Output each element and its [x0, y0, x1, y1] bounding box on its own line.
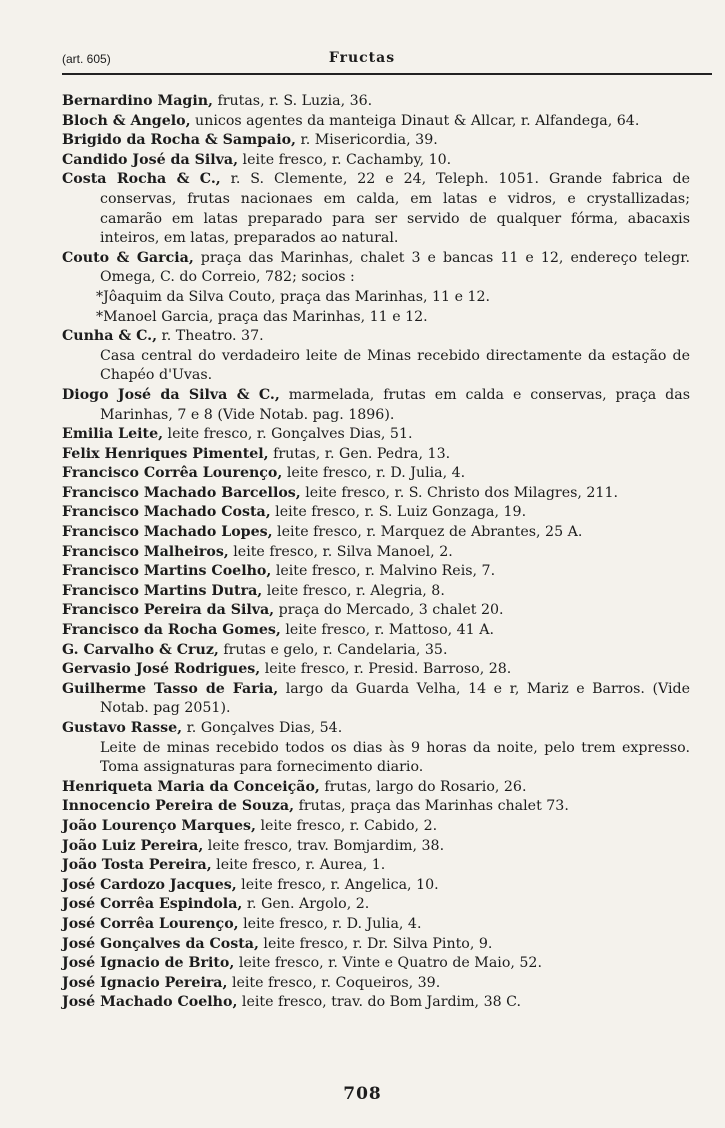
- directory-entry: [62, 660, 690, 680]
- entry-name: João Luiz Pereira,: [62, 837, 204, 854]
- directory-entry: [62, 993, 690, 1013]
- entry-details: *Jôaquim da Silva Couto, praça das Marinhas, 11 e 12.: [96, 288, 491, 305]
- directory-entry: [62, 856, 690, 876]
- entry-details: frutas, praça das Marinhas chalet 73.: [294, 798, 569, 815]
- entry-details: leite fresco, r. Dr. Silva Pinto, 9.: [258, 935, 493, 952]
- entry-name: José Cardozo Jacques,: [62, 876, 237, 893]
- directory-entry: [62, 484, 690, 504]
- directory-entry: [62, 562, 690, 582]
- entry-details: r. Misericordia, 39.: [295, 132, 438, 149]
- entry-details: leite fresco, r. Mattoso, 41 A.: [280, 622, 494, 639]
- directory-entry: [62, 621, 690, 641]
- entry-details: leite fresco, r. Vinte e Quatro de Maio, 52.: [234, 955, 542, 972]
- entry-name: Cunha & C.,: [62, 328, 158, 345]
- directory-entry: [62, 935, 690, 955]
- entry-name: Candido José da Silva,: [62, 151, 239, 168]
- entry-details: r. Gen. Argolo, 2.: [242, 896, 370, 913]
- directory-entry: [62, 680, 690, 719]
- entry-name: Guilherme Tasso de Faria,: [62, 680, 279, 697]
- entry-name: Costa Rocha & C.,: [62, 171, 221, 188]
- entry-name: Francisco Machado Lopes,: [62, 524, 273, 541]
- directory-entry: [62, 503, 690, 523]
- entry-name: Francisco Machado Barcellos,: [62, 484, 301, 501]
- directory-entry: [62, 170, 690, 248]
- entry-name: José Machado Coelho,: [62, 994, 238, 1011]
- directory-entry: [62, 327, 690, 347]
- entry-details: leite fresco, r. Cachamby, 10.: [238, 151, 452, 168]
- entry-details: leite fresco, r. Cabido, 2.: [255, 817, 438, 834]
- directory-entry: [62, 837, 690, 857]
- entry-name: Diogo José da Silva & C.,: [62, 386, 280, 403]
- header-divider: [62, 73, 712, 75]
- entry-name: Brigido da Rocha & Sampaio,: [62, 132, 296, 149]
- directory-entry: [62, 308, 690, 328]
- entry-details: leite fresco, r. Silva Manoel, 2.: [228, 543, 453, 560]
- entry-details: largo da Guarda Velha, 14 e r, Mariz e Barros. (Vide Notab. pag 2051).: [100, 680, 690, 717]
- entry-details: leite fresco, r. Aurea, 1.: [211, 857, 386, 874]
- entry-name: Francisco Pereira da Silva,: [62, 602, 275, 619]
- entry-details: frutas, r. S. Luzia, 36.: [212, 93, 373, 109]
- entry-name: Francisco Malheiros,: [62, 543, 229, 560]
- entry-name: G. Carvalho & Cruz,: [62, 641, 219, 658]
- entry-name: Henriqueta Maria da Conceição,: [62, 778, 320, 795]
- directory-entry: [62, 112, 690, 132]
- entry-details: leite fresco, r. D. Julia, 4.: [238, 915, 422, 932]
- directory-entry: [62, 974, 690, 994]
- page-title: Fructas: [328, 50, 396, 66]
- directory-entry: [62, 778, 690, 798]
- directory-entry: [62, 151, 690, 171]
- directory-entry: [62, 582, 690, 602]
- entry-name: Bloch & Angelo,: [62, 112, 191, 129]
- directory-entries: [62, 92, 690, 1013]
- entry-details: *Manoel Garcia, praça das Marinhas, 11 e 12.: [96, 308, 428, 325]
- entry-name: José Gonçalves da Costa,: [62, 935, 259, 952]
- entry-name: João Lourenço Marques,: [62, 817, 256, 834]
- directory-entry: [62, 288, 690, 308]
- directory-entry: [62, 464, 690, 484]
- entry-name: Gustavo Rasse,: [62, 720, 183, 736]
- entry-name: Francisco Machado Costa,: [62, 504, 271, 521]
- entry-details: leite fresco, r. Alegria, 8.: [262, 582, 445, 599]
- entry-name: Emilia Leite,: [62, 426, 164, 443]
- entry-name: Couto & Garcia,: [62, 249, 194, 266]
- entry-details: leite fresco, r. Angelica, 10.: [236, 876, 439, 893]
- directory-entry: [62, 425, 690, 445]
- directory-entry: [62, 523, 690, 543]
- directory-entry: [62, 445, 690, 465]
- entry-name: José Corrêa Espindola,: [62, 896, 243, 913]
- entry-details: leite fresco, r. S. Christo dos Milagres, 211.: [300, 484, 618, 501]
- entry-name: José Ignacio de Brito,: [62, 955, 235, 972]
- entry-details: leite fresco, r. Malvino Reis, 7.: [271, 563, 496, 580]
- entry-details: leite fresco, r. Marquez de Abrantes, 25 A.: [272, 524, 583, 541]
- directory-entry: [62, 386, 690, 425]
- entry-details: frutas, largo do Rosario, 26.: [319, 778, 527, 795]
- entry-details: r. Theatro. 37.: [157, 328, 264, 345]
- directory-entry: [62, 347, 690, 386]
- entry-details: r. Gonçalves Dias, 54.: [182, 720, 343, 736]
- directory-entry: [62, 876, 690, 896]
- directory-entry: [62, 817, 690, 837]
- directory-entry: [62, 543, 690, 563]
- entry-details: r. S. Clemente, 22 e 24, Teleph. 1051. Grande fabrica de conservas, frutas nacionaes em calda, em latas e vidros, e crystallizadas; camarão em latas preparado para ser servido de qualquer fórma, abacaxis inteiros, em latas, preparados ao natural.: [100, 171, 690, 247]
- page-header: [62, 50, 662, 72]
- directory-entry: [62, 249, 690, 288]
- entry-name: José Corrêa Lourenço,: [62, 915, 239, 932]
- entry-details: leite fresco, r. Coqueiros, 39.: [227, 974, 441, 991]
- article-reference: (art. 605): [62, 52, 111, 66]
- directory-entry: [62, 92, 690, 112]
- entry-name: José Ignacio Pereira,: [62, 974, 228, 991]
- entry-name: Innocencio Pereira de Souza,: [62, 798, 295, 815]
- entry-details: Casa central do verdadeiro leite de Minas recebido directamente da estação de Chapéo d'Uvas.: [100, 347, 690, 384]
- entry-details: unicos agentes da manteiga Dinaut & Allcar, r. Alfandega, 64.: [190, 112, 640, 129]
- entry-details: leite fresco, r. D. Julia, 4.: [282, 465, 466, 482]
- entry-details: frutas e gelo, r. Candelaria, 35.: [218, 641, 448, 658]
- entry-details: leite fresco, trav. Bomjardim, 38.: [203, 837, 445, 854]
- directory-entry: [62, 131, 690, 151]
- entry-details: leite fresco, trav. do Bom Jardim, 38 C.: [237, 994, 521, 1011]
- directory-entry: [62, 719, 690, 739]
- directory-entry: [62, 601, 690, 621]
- directory-entry: [62, 739, 690, 778]
- directory-entry: [62, 954, 690, 974]
- entry-name: Gervasio José Rodrigues,: [62, 661, 261, 678]
- entry-details: frutas, r. Gen. Pedra, 13.: [268, 445, 451, 462]
- entry-name: Francisco Martins Dutra,: [62, 582, 263, 599]
- entry-name: Francisco da Rocha Gomes,: [62, 622, 281, 639]
- entry-details: praça do Mercado, 3 chalet 20.: [274, 602, 504, 619]
- entry-details: leite fresco, r. S. Luiz Gonzaga, 19.: [270, 504, 527, 521]
- entry-details: Leite de minas recebido todos os dias às 9 horas da noite, pelo trem expresso. Toma assignaturas para fornecimento diario.: [100, 739, 690, 776]
- directory-entry: [62, 915, 690, 935]
- entry-name: Bernardino Magin,: [62, 93, 213, 109]
- directory-entry: [62, 895, 690, 915]
- entry-details: leite fresco, r. Presid. Barroso, 28.: [260, 661, 512, 678]
- entry-details: leite fresco, r. Gonçalves Dias, 51.: [163, 426, 413, 443]
- directory-entry: [62, 797, 690, 817]
- entry-details: marmelada, frutas em calda e conservas, praça das Marinhas, 7 e 8 (Vide Notab. pag. 1896).: [100, 386, 690, 423]
- entry-name: Francisco Martins Coelho,: [62, 563, 272, 580]
- entry-name: Felix Henriques Pimentel,: [62, 445, 269, 462]
- entry-details: praça das Marinhas, chalet 3 e bancas 11 e 12, endereço telegr. Omega, C. do Correio, 782; socios :: [100, 249, 690, 286]
- directory-entry: [62, 641, 690, 661]
- entry-name: João Tosta Pereira,: [62, 857, 212, 874]
- page-number: 708: [343, 1084, 382, 1104]
- entry-name: Francisco Corrêa Lourenço,: [62, 465, 283, 482]
